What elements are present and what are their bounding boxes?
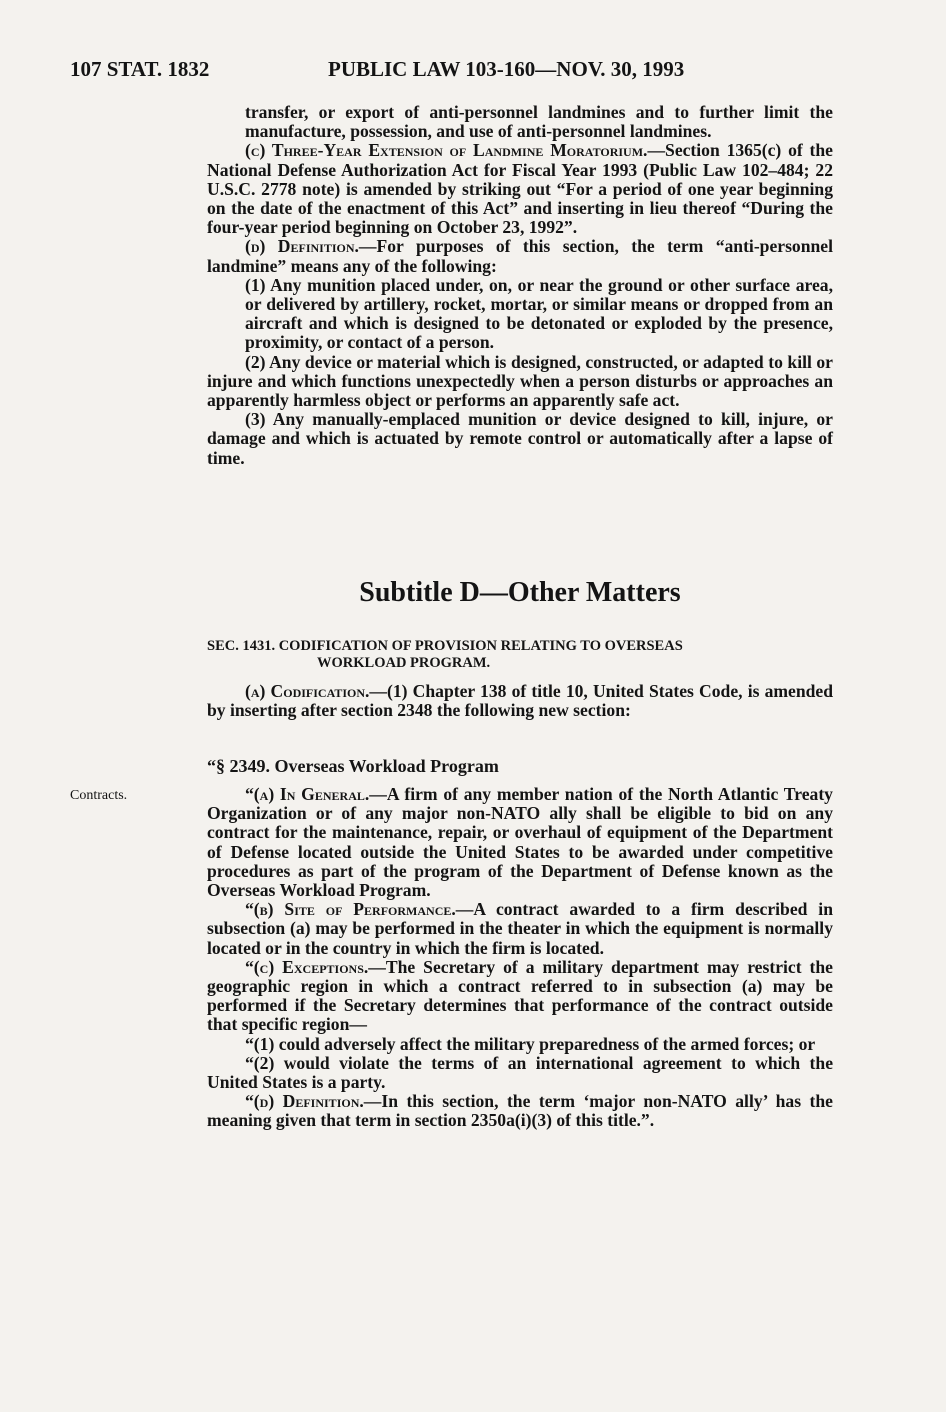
subsection-d-text: —For purposes of this section, the term “anti-personnel landmine” means any of the following: (207, 236, 833, 276)
new-subsection-d-heading: “(d) Definition. (245, 1091, 364, 1112)
subsection-d (207, 237, 833, 275)
section-a (207, 682, 833, 720)
new-subsection-b (207, 900, 833, 958)
subsection-c-text: —Section 1365(c) of the National Defense Authorization Act for Fiscal Year 1993 (Public Law 102–484; 22 U.S.C. 2778 note) is amended by striking out “For a period of one year beginning on the date of the enactment of this Act” and inserting in lieu thereof “During the four-year period beginning on October 23, 1992”. (207, 140, 833, 238)
new-subsection-b-text: —A contract awarded to a firm described in subsection (a) may be performed in the theater in which the equipment is normally located or in the country in which the firm is located. (207, 899, 833, 958)
section-a-block (207, 682, 833, 720)
subtitle-heading: Subtitle D—Other Matters (359, 577, 681, 608)
section-a-text: —(1) Chapter 138 of title 10, United States Code, is amended by inserting after section 2348 the following new section: (207, 681, 833, 721)
section-heading (207, 638, 833, 672)
new-subsection-a-text: —A firm of any member nation of the North Atlantic Treaty Organization or of any major non-NATO ally shall be eligible to bid on any contract for the maintenance, repair, or overhaul of equipment of the Department of Defense located outside the United States to be awarded under competitive procedures as part of the program of the Department of Defense known as the Overseas Workload Program. (207, 784, 833, 901)
subsection-d-heading: (d) Definition. (245, 236, 359, 257)
section-heading-line2: WORKLOAD PROGRAM. (317, 655, 491, 671)
definition-item-3: (3) Any manually-emplaced munition or device designed to kill, injure, or damage and which is actuated by remote control or automatically after a lapse of time. (207, 409, 833, 468)
margin-note: Contracts. (70, 788, 128, 803)
stat-citation: 107 STAT. 1832 (70, 57, 210, 81)
new-subsection-b-heading: “(b) Site of Performance. (245, 899, 456, 920)
new-subsection-c-heading: “(c) Exceptions. (245, 956, 369, 977)
top-body (207, 103, 833, 468)
new-subsection-a (207, 785, 833, 900)
new-subsection-c (207, 958, 833, 1035)
exception-item-1: “(1) could adversely affect the military preparedness of the armed forces; or (245, 1033, 816, 1054)
new-subsection-a-heading: “(a) In General. (245, 784, 370, 804)
definition-item-1-text: (1) Any munition placed under, on, or near the ground or other surface area, or delivered by artillery, rocket, mortar, or similar means or dropped from an aircraft and which is designed to be detonated or exploded by the presence, proximity, or contact of a person. (245, 274, 833, 353)
new-subsection-d (207, 1092, 833, 1130)
exception-item-2: “(2) would violate the terms of an international agreement to which the United States is a party. (207, 1052, 833, 1093)
definition-item-2: (2) Any device or material which is designed, constructed, or adapted to kill or injure and which functions unexpectedly when a person disturbs or approaches an apparently harmless object or performs an apparently safe act. (207, 351, 833, 411)
continuation-paragraph: transfer, or export of anti-personnel landmines and to further limit the manufacture, possession, and use of anti-personnel landmines. (245, 102, 833, 142)
subsection-c (207, 141, 833, 237)
new-subsection-d-text: —In this section, the term ‘major non-NATO ally’ has the meaning given that term in section 2350a(i)(3) of this title.”. (207, 1091, 833, 1131)
definition-item-1 (207, 276, 833, 353)
law-citation: PUBLIC LAW 103-160—NOV. 30, 1993 (328, 57, 685, 81)
section-a-heading: (a) Codification. (245, 681, 370, 701)
new-section-title: “§ 2349. Overseas Workload Program (207, 756, 499, 776)
new-subsection-c-text: —The Secretary of a military department may restrict the geographic region in which a contract referred to in subsection (a) may be performed if the Secretary determines that performance of the contract outside that specific region— (207, 956, 833, 1035)
new-section-body (207, 785, 833, 1131)
subsection-c-heading: (c) Three-Year Extension of Landmine Moratorium. (245, 140, 648, 161)
section-heading-line1: SEC. 1431. CODIFICATION OF PROVISION RELATING TO OVERSEAS (207, 638, 683, 654)
